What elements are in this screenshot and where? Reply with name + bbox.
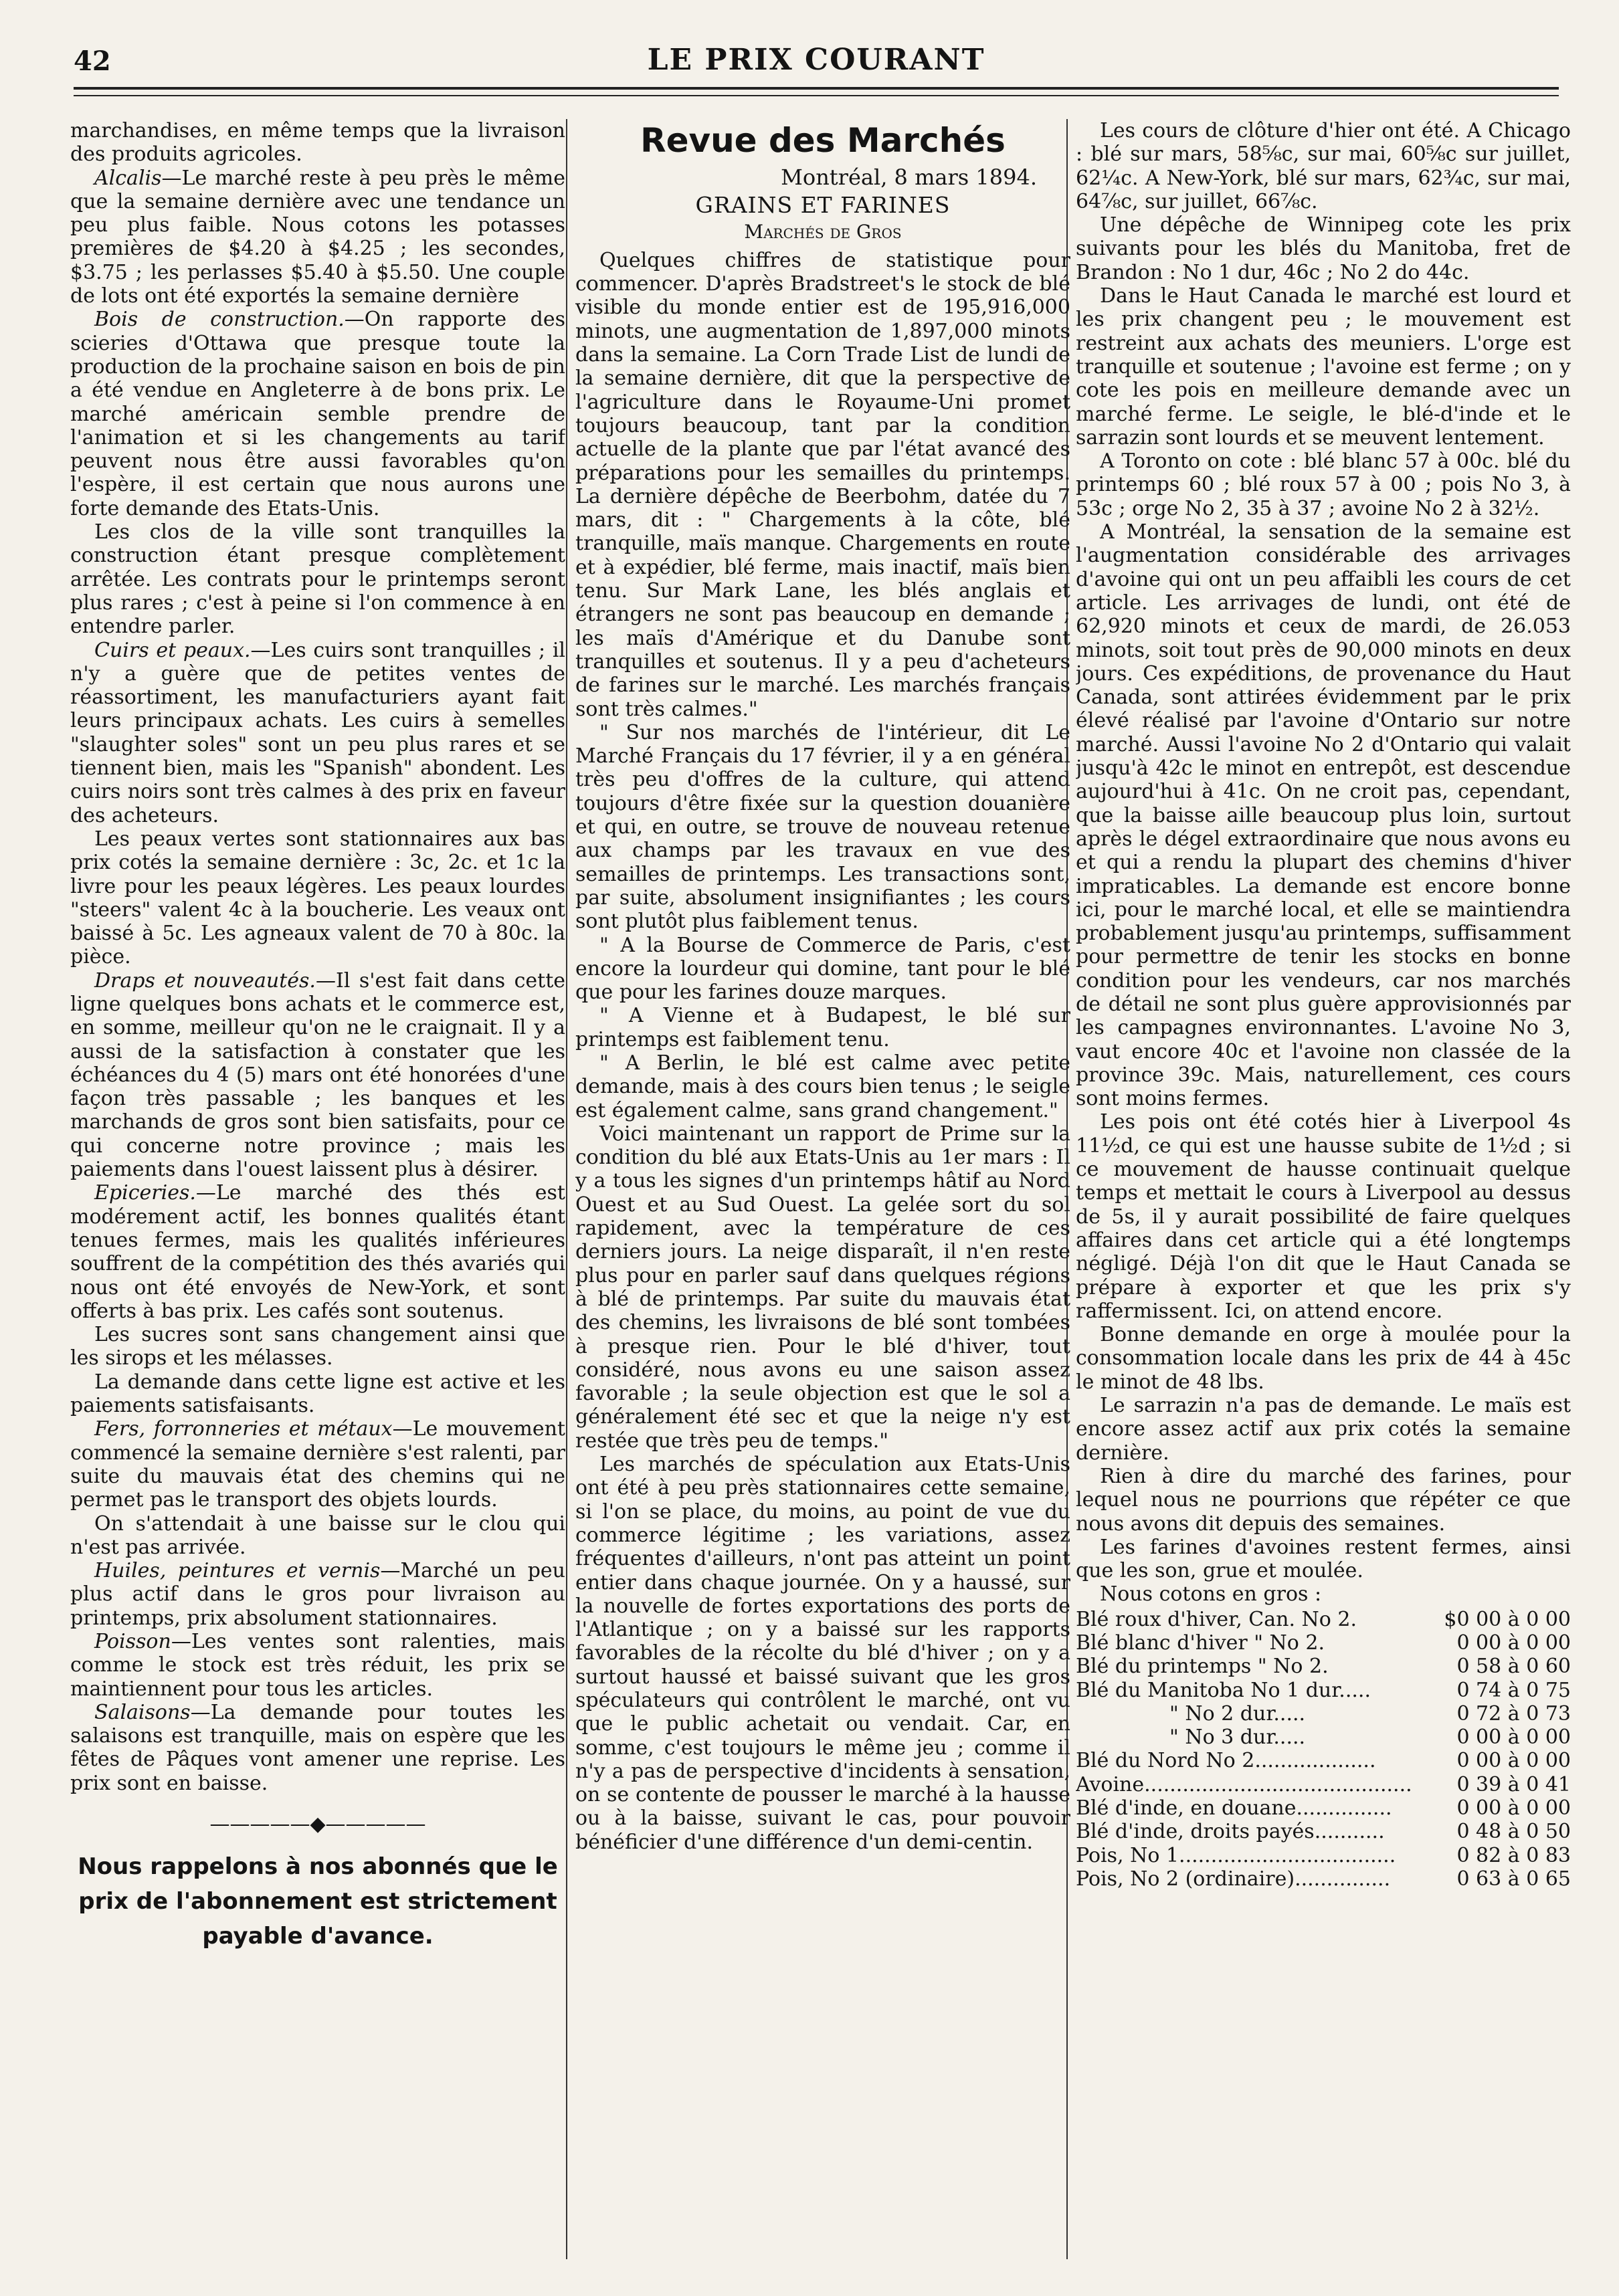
paragraph: marchandises, en même temps que la livraison des produits agricoles. — [70, 119, 565, 167]
lead-term: Salaisons — [94, 1700, 191, 1724]
page-header — [74, 40, 1559, 87]
price-item: Avoine.......................................... — [1076, 1772, 1412, 1796]
paragraph: Dans le Haut Canada le marché est lourd et les prix changent peu ; le mouvement est restreint aux achats des meuniers. L'orge est tranquille et soutenue ; l'avoine est ferme ; on y cote les pois en meilleure demande avec un marché ferme. Le seigle, le blé-d'inde et le sarrazin sont lourds et se meuvent lentement. — [1076, 284, 1571, 449]
paragraph: Quelques chiffres de statistique pour commencer. D'après Bradstreet's le stock de blé visible du monde entier est de 195,916,000 minots, une augmentation de 1,897,000 minots dans la semaine. La Corn Trade List de lundi de la semaine dernière, dit que la perspective de l'agriculture dans le Royaume-Uni promet toujours beaucoup, tant par la condition actuelle de la plante que par l'état avancé des préparations pour les semailles du printemps. La dernière dépêche de Beerbohm, datée du 7 mars, dit : " Chargements à la côte, blé tranquille, maïs manque. Chargements en route et à expédier, blé ferme, mais inactif, maïs bien tenu. Sur Mark Lane, les blés anglais et étrangers ne sont pas beaucoup en demande ; les maïs d'Amérique et du Danube sont tranquilles et soutenus. Il y a peu d'acheteurs de farines sur le marché. Les marchés français sont très calmes." — [575, 248, 1070, 721]
paragraph-cuirs — [70, 639, 565, 827]
price-row — [1076, 1631, 1571, 1655]
paper-name: LE PRIX COURANT — [647, 43, 985, 77]
price-row — [1076, 1726, 1571, 1749]
price-item: Blé d'inde, droits payés........... — [1076, 1820, 1385, 1844]
price-item: Pois, No 1.................................. — [1076, 1843, 1396, 1867]
price-row — [1076, 1749, 1571, 1772]
paragraph: A Montréal, la sensation de la semaine est l'augmentation considérable des arrivages d'avoine qui ont un peu affaibli les cours de cet article. Les arrivages de lundi, ont été de 62,920 minots et ceux de mardi, de 26.053 minots, soit tout près de 90,000 minots en deux jours. Ces expéditions, de provenance du Haut Canada, sont attirées évidemment par le prix élevé réalisé par l'avoine d'Ontario sur notre marché. Aussi l'avoine No 2 d'Ontario qui valait jusqu'à 42c le minot en entrepôt, est descendue aujourd'hui à 41c. On ne croit pas, cependant, que la baisse aille beaucoup plus loin, surtout après le dégel extraordinaire que nous avons eu et qui a rendu la plupart des chemins d'hiver impraticables. La demande est encore bonne ici, pour le marché local, et elle se maintiendra probablement jusqu'au printemps, suffisamment pour permettre de tenir les stocks en bonne condition pour les vendeurs, car nos marchés de détail ne sont plus guère approvisionnés par les campagnes environnantes. L'avoine No 3, vaut encore 40c et l'avoine non classée de la province 39c. Mais, naturellement, ces cours sont moins fermes. — [1076, 520, 1571, 1111]
paragraph: Nous cotons en gros : — [1100, 1582, 1322, 1606]
lead-term: Draps et nouveautés. — [94, 968, 316, 993]
lead-term: Bois de construction. — [94, 308, 345, 332]
lead-term: Cuirs et peaux. — [94, 638, 251, 662]
paragraph: Rien à dire du marché des farines, pour lequel nous ne pourrions que répéter ce que nous avons dit depuis des semaines. — [1076, 1464, 1571, 1536]
paragraph-fers — [70, 1417, 565, 1511]
paragraph: " A la Bourse de Commerce de Paris, c'est encore la lourdeur qui domine, tant pour le blé que pour les farines douze marques. — [575, 933, 1070, 1005]
price-item: Blé du printemps " No 2. — [1076, 1655, 1329, 1679]
price-row — [1076, 1773, 1571, 1796]
paragraph-text: —On rapporte des scieries d'Ottawa que presque toute la production de la prochaine saison en bois de pin a été vendue en Angleterre à de bons prix. Le marché américain semble prendre de l'animation et si les changements au tarif peuvent nous être aussi favorables qu'on l'espère, il est certain que nous aurons une forte demande des Etats-Unis. — [70, 308, 565, 520]
lead-term: Huiles, peintures et vernis — [94, 1559, 381, 1583]
section-heading: GRAINS ET FARINES — [695, 192, 951, 219]
paragraph: " A Berlin, le blé est calme avec petite demande, mais à des cours bien tenus ; le seigle est également calme, sans grand changement." — [575, 1051, 1070, 1122]
header-rule — [74, 87, 1559, 90]
paragraph: Le sarrazin n'a pas de demande. Le maïs est encore assez actif aux prix cotés la semaine dernière. — [1076, 1394, 1571, 1465]
paragraph: Les sucres sont sans changement ainsi que les sirops et les mélasses. — [70, 1323, 565, 1370]
price-row — [1076, 1702, 1571, 1726]
price-value: 0 00 à 0 00 — [1456, 1631, 1571, 1655]
price-item: Blé du Nord No 2................... — [1076, 1749, 1376, 1773]
lead-term: Alcalis — [94, 166, 162, 190]
paragraph: " A Vienne et à Budapest, le blé sur printemps est faiblement tenu. — [575, 1004, 1070, 1051]
paragraph-text: —Le mouvement commencé la semaine dernière s'est ralenti, par suite du mauvais état des chemins qui ne permet pas le transport des objets lourds. — [70, 1417, 565, 1512]
price-value: $0 00 à 0 00 — [1444, 1607, 1571, 1631]
price-item: Blé roux d'hiver, Can. No 2. — [1076, 1607, 1357, 1631]
paragraph: Les marchés de spéculation aux Etats-Unis ont été à peu près stationnaires cette semaine, si l'on se place, du moins, au point de vue du commerce légitime ; les variations, assez fréquentes d'ailleurs, n'ont pas atteint un point entier dans chaque journée. On y a haussé, sur la nouvelle de fortes exportations des ports de l'Atlantique ; on y a baissé sur les rapports favorables de la récolte du blé d'hiver ; on y a surtout haussé et baissé suivant que les gros spéculateurs qui contrôlent le marché, ont vu que le public achetait ou vendait. Car, en somme, c'est toujours le même jeu ; comme il n'y a pas de perspective d'incidents à sensation, on se contente de pousser le marché à la hausse ou à la baisse, suivant le cas, pour pouvoir bénéficier d'une différence d'un demi-centin. — [575, 1453, 1070, 1854]
column-divider-1 — [566, 119, 567, 2259]
price-table — [1076, 1608, 1571, 1891]
subsection-heading: Marchés de Gros — [744, 220, 902, 243]
paragraph: Les cours de clôture d'hier ont été. A Chicago : blé sur mars, 58⅝c, sur mai, 60⅝c sur juillet, 62¼c. A New-York, blé sur mars, 62¾c, sur mai, 64⅞c, sur juillet, 66⅞c. — [1076, 119, 1571, 213]
price-value: 0 00 à 0 00 — [1456, 1749, 1571, 1773]
price-item: Blé blanc d'hiver " No 2. — [1076, 1631, 1325, 1655]
page-number: 42 — [74, 45, 111, 77]
lead-term: Epiceries. — [94, 1181, 196, 1205]
price-value: 0 63 à 0 65 — [1456, 1867, 1571, 1891]
paragraph-draps — [70, 969, 565, 1182]
price-value: 0 00 à 0 00 — [1456, 1726, 1571, 1750]
price-item: Blé d'inde, en douane............... — [1076, 1796, 1392, 1820]
paragraph: Les farines d'avoines restent fermes, ainsi que les son, grue et moulée. — [1076, 1535, 1571, 1583]
price-value: 0 58 à 0 60 — [1456, 1655, 1571, 1679]
paragraph-text: —La demande pour toutes les salaisons est tranquille, mais on espère que les fêtes de Pâques vont amener une reprise. Les prix sont en baisse. — [70, 1700, 565, 1795]
price-item: " No 3 dur..... — [1169, 1726, 1306, 1750]
price-value: 0 39 à 0 41 — [1456, 1772, 1571, 1796]
paragraph-epiceries — [70, 1181, 565, 1323]
paragraph: On s'attendait à une baisse sur le clou qui n'est pas arrivée. — [70, 1511, 565, 1559]
paragraph: A Toronto on cote : blé blanc 57 à 00c. blé du printemps 60 ; blé roux 57 à 00 ; pois No 3, à 53c ; orge No 2, 35 à 37 ; avoine No 2 à 32½. — [1076, 449, 1571, 520]
header-rule-thin — [74, 95, 1559, 96]
price-item: Pois, No 2 (ordinaire)............... — [1076, 1867, 1391, 1891]
paragraph: Une dépêche de Winnipeg cote les prix suivants pour les blés du Manitoba, fret de Brandon : No 1 dur, 46c ; No 2 do 44c. — [1076, 213, 1571, 284]
paragraph-huiles — [70, 1559, 565, 1630]
paragraph-salaisons — [70, 1701, 565, 1795]
price-value: 0 72 à 0 73 — [1456, 1701, 1571, 1726]
price-value: 0 82 à 0 83 — [1456, 1843, 1571, 1867]
column-1 — [70, 119, 565, 2266]
paragraph-text: —Les ventes sont ralenties, mais comme le stock est très réduit, les prix se maintiennent pour tous les articles. — [70, 1630, 565, 1701]
column-2 — [575, 119, 1070, 2266]
price-item: Blé du Manitoba No 1 dur..... — [1076, 1678, 1371, 1702]
lead-term: Poisson — [94, 1630, 171, 1653]
subscription-notice: Nous rappelons à nos abonnés que le prix de l'abonnement est strictement payable d'avance. — [78, 1853, 558, 1950]
paragraph: La demande dans cette ligne est active et les paiements satisfaisants. — [70, 1370, 565, 1418]
price-value: 0 74 à 0 75 — [1456, 1678, 1571, 1702]
price-row — [1076, 1608, 1571, 1631]
paragraph: Les pois ont été cotés hier à Liverpool 4s 11½d, ce qui est une hausse subite de 1½d ; si ce mouvement de hausse continuait quelque temps et mettait le cours à Liverpool au dessus de 5s, il y aurait possibilité de faire quelques affaires dans cet article qui a été longtemps négligé. Déjà l'on dit que le Haut Canada se prépare à exporter et que les prix s'y raffermissent. Ici, on attend encore. — [1076, 1110, 1571, 1323]
lead-term: Fers, forronneries et métaux — [94, 1417, 393, 1441]
paragraph-text: —Le marché des thés est modérement actif, les bonnes qualités étant tenues fermes, mais les qualités inférieures souffrent de la compétition des thés avariés qui nous ont été envoyés de New-York, et sont offerts à bas prix. Les cafés sont soutenus. — [70, 1181, 565, 1323]
dateline: Montréal, 8 mars 1894. — [781, 165, 1037, 190]
ornament-divider: —————◆————— — [209, 1812, 426, 1837]
price-row — [1076, 1820, 1571, 1843]
paragraph: Les peaux vertes sont stationnaires aux bas prix cotés la semaine dernière : 3c, 2c. et 1c la livre pour les peaux légères. Les peaux lourdes "steers" valent 4c à la boucherie. Les veaux ont baissé à 5c. Les agneaux valent de 70 à 80c. la pièce. — [70, 827, 565, 969]
paragraph-bois — [70, 308, 565, 520]
paragraph: Les clos de la ville sont tranquilles la construction étant presque complètement arrêtée. Les contrats pour le printemps seront plus rares ; c'est à peine si l'on commence à en entendre parler. — [70, 520, 565, 639]
price-row — [1076, 1796, 1571, 1820]
price-row — [1076, 1844, 1571, 1867]
paragraph: Bonne demande en orge à moulée pour la consommation locale dans les prix de 44 à 45c le minot de 48 lbs. — [1076, 1323, 1571, 1394]
price-item: " No 2 dur..... — [1169, 1701, 1306, 1726]
paragraph-text: —Le marché reste à peu près le même que la semaine dernière avec une tendance un peu plus faible. Nous cotons les potasses premières de $4.20 à $4.25 ; les secondes, $3.75 ; les perlasses $5.40 à $5.50. Une couple de lots ont été exportés la semaine dernière — [70, 166, 565, 308]
paragraph-text: —Marché un peu plus actif dans le gros pour livraison au printemps, prix absolument stationnaires. — [70, 1559, 565, 1630]
price-value: 0 48 à 0 50 — [1456, 1820, 1571, 1844]
price-value: 0 00 à 0 00 — [1456, 1796, 1571, 1820]
price-row — [1076, 1679, 1571, 1702]
price-row — [1076, 1655, 1571, 1678]
price-row — [1076, 1867, 1571, 1891]
column-3 — [1076, 119, 1571, 2266]
paragraph-text: —Il s'est fait dans cette ligne quelques bons achats et le commerce est, en somme, meilleur qu'on ne le craignait. Il y a aussi de la satisfaction à constater que les échéances du 4 (5) mars ont été honorées d'une façon très passable ; les banques et les marchands de gros sont bien satisfaits, pour ce qui concerne notre province ; mais les paiements dans l'ouest laissent plus à désirer. — [70, 968, 565, 1182]
section-title: Revue des Marchés — [640, 121, 1006, 160]
paragraph-alcalis — [70, 167, 565, 308]
paragraph: " Sur nos marchés de l'intérieur, dit Le Marché Français du 17 février, il y a en général très peu d'offres de la culture, qui attend toujours d'être fixée sur la question douanière et qui, en outre, se trouve de nouveau retenue aux champs par les travaux en vue des semailles de printemps. Les transactions sont, par suite, absolument insignifiantes ; les cours sont plutôt plus faiblement tenus. — [575, 720, 1070, 934]
paragraph-text: —Les cuirs sont tranquilles ; il n'y a guère que de petites ventes de réassortiment, les manufacturiers ayant fait leurs principaux achats. Les cuirs à semelles "slaughter soles" sont un peu plus rares et se tiennent bien, mais les "Spanish" abondent. Les cuirs noirs sont très calmes à des prix en faveur des acheteurs. — [70, 638, 565, 827]
paragraph: Voici maintenant un rapport de Prime sur la condition du blé aux Etats-Unis au 1er mars : Il y a tous les signes d'un printemps hâtif au Nord Ouest et au Sud Ouest. La gelée sort du sol rapidement, avec la température de ces derniers jours. La neige disparaît, il n'en reste plus pour en parler sauf dans quelques régions à blé de printemps. Par suite du mauvais état des chemins, les livraisons de blé sont tombées à presque rien. Pour le blé d'hiver, tout considéré, nous avons eu une saison assez favorable ; la seule objection est que le sol a généralement été sec et que la neige n'y est restée que très peu de temps." — [575, 1122, 1070, 1453]
paragraph-poisson — [70, 1630, 565, 1701]
